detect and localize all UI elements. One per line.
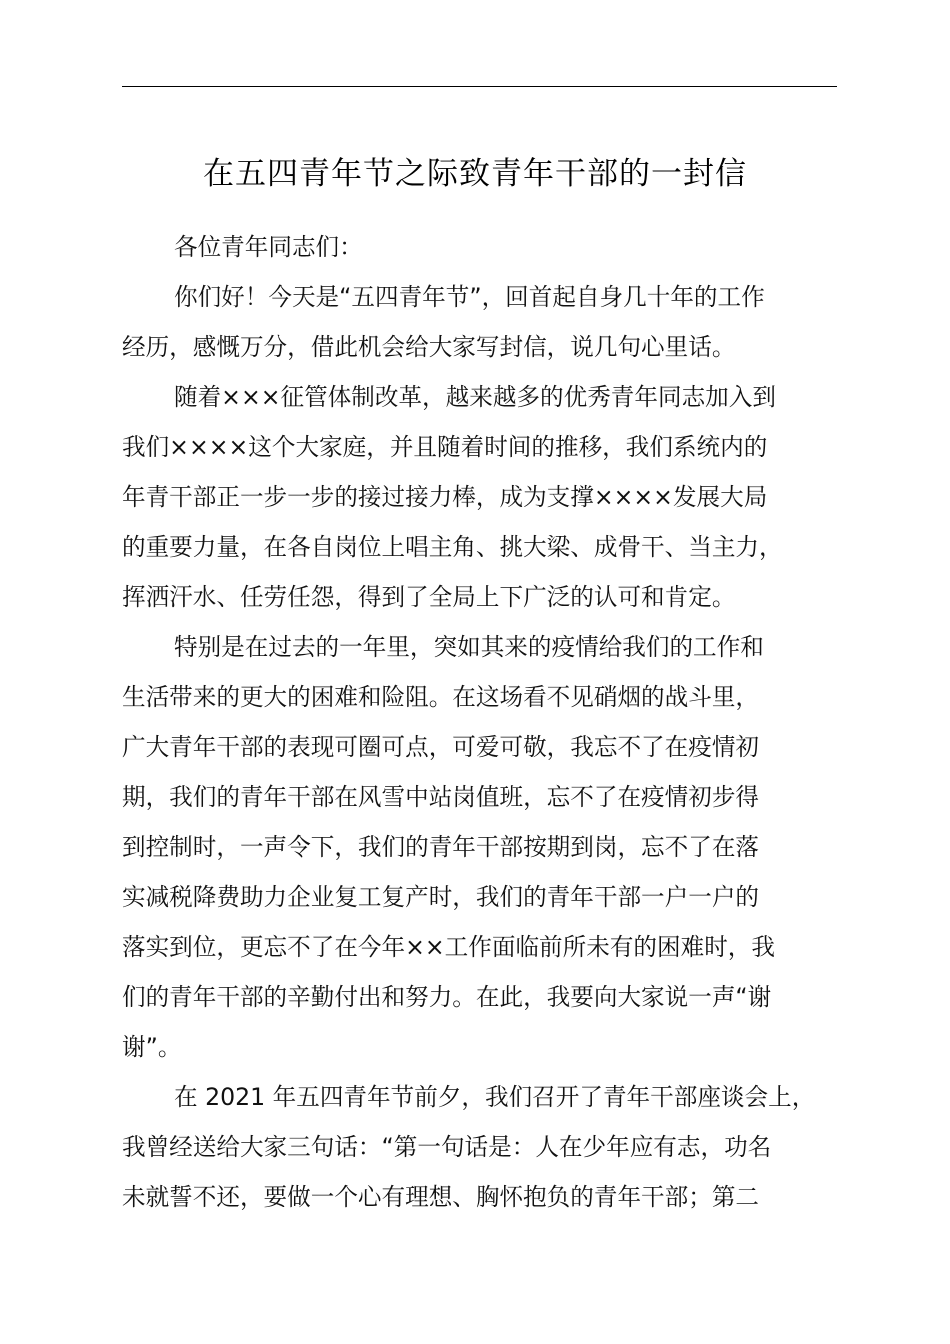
body-line: 们的青年干部的辛勤付出和努力。在此，我要向大家说一声“谢 — [122, 983, 772, 1011]
body-line: 经历，感慨万分，借此机会给大家写封信，说几句心里话。 — [122, 333, 736, 361]
body-line: 谢”。 — [122, 1033, 182, 1061]
body-line: 的重要力量，在各自岗位上唱主角、挑大梁、成骨干、当主力， — [122, 533, 783, 561]
body-line: 未就誓不还，要做一个心有理想、胸怀抱负的青年干部；第二 — [122, 1183, 760, 1211]
body-line: 实减税降费助力企业复工复产时，我们的青年干部一户一户的 — [122, 883, 760, 911]
body-line: 随着×××征管体制改革，越来越多的优秀青年同志加入到 — [174, 383, 776, 411]
body-line: 我们××××这个大家庭，并且随着时间的推移，我们系统内的 — [122, 433, 768, 461]
body-line: 你们好！今天是“五四青年节”，回首起自身几十年的工作 — [174, 283, 765, 311]
body-line: 广大青年干部的表现可圈可点，可爱可敬，我忘不了在疫情初 — [122, 733, 760, 761]
body-line: 年青干部正一步一步的接过接力棒，成为支撑××××发展大局 — [122, 483, 768, 511]
body-line: 到控制时，一声令下，我们的青年干部按期到岗，忘不了在落 — [122, 833, 760, 861]
salutation: 各位青年同志们： — [174, 233, 363, 261]
body-line: 我曾经送给大家三句话：“第一句话是：人在少年应有志，功名 — [122, 1133, 772, 1161]
body-line: 特别是在过去的一年里，突如其来的疫情给我们的工作和 — [174, 633, 764, 661]
header-rule — [122, 86, 837, 87]
body-line: 在 2021 年五四青年节前夕，我们召开了青年干部座谈会上， — [174, 1083, 816, 1111]
body-line: 生活带来的更大的困难和险阻。在这场看不见硝烟的战斗里， — [122, 683, 760, 711]
letter-title: 在五四青年节之际致青年干部的一封信 — [203, 156, 747, 192]
body-line: 期，我们的青年干部在风雪中站岗值班，忘不了在疫情初步得 — [122, 783, 760, 811]
body-line: 落实到位，更忘不了在今年××工作面临前所未有的困难时，我 — [122, 933, 775, 961]
body-line: 挥洒汗水、任劳任怨，得到了全局上下广泛的认可和肯定。 — [122, 583, 736, 611]
